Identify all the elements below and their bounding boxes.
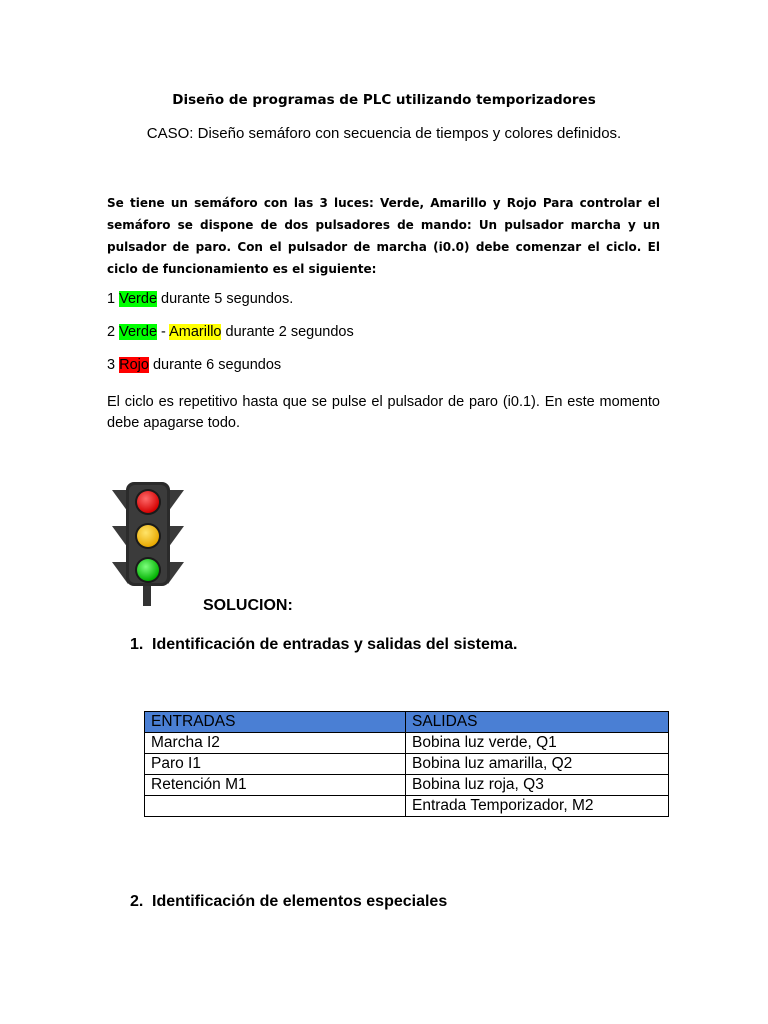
step-number: 1 — [107, 291, 116, 307]
table-row — [145, 733, 669, 754]
table-cell: Entrada Temporizador, M2 — [406, 796, 669, 817]
table-row — [145, 754, 669, 775]
solucion-heading: SOLUCION: — [203, 597, 293, 614]
table-row — [145, 775, 669, 796]
red-highlight: Rojo — [119, 357, 149, 373]
table-cell: Marcha I2 — [145, 733, 406, 754]
table-row — [145, 796, 669, 817]
step-text: durante 5 segundos. — [157, 291, 294, 307]
table-cell: Paro I1 — [145, 754, 406, 775]
section-number: 2. — [130, 893, 144, 910]
cycle-paragraph: El ciclo es repetitivo hasta que se pulse el pulsador de paro (i0.1). En este momento debe apagarse todo. — [107, 394, 660, 431]
section-title: Identificación de elementos especiales — [152, 893, 448, 910]
section-title: Identificación de entradas y salidas del sistema. — [152, 636, 518, 653]
document-title: Diseño de programas de PLC utilizando temporizadores — [172, 92, 596, 108]
header-entradas: ENTRADAS — [145, 712, 406, 733]
table-cell: Bobina luz amarilla, Q2 — [406, 754, 669, 775]
table-cell — [145, 796, 406, 817]
green-highlight: Verde — [119, 324, 158, 340]
step-3 — [107, 357, 281, 373]
step-1 — [107, 291, 293, 307]
step-number: 3 — [107, 357, 116, 373]
io-table — [144, 711, 669, 817]
step-text: durante 6 segundos — [148, 357, 282, 373]
green-highlight: Verde — [119, 291, 158, 307]
table-header-row — [145, 712, 669, 733]
step-text: durante 2 segundos — [221, 324, 354, 340]
step-number: 2 — [107, 324, 116, 340]
step-2 — [107, 324, 354, 340]
table-cell: Bobina luz verde, Q1 — [406, 733, 669, 754]
section-2-heading — [130, 893, 447, 911]
table-cell: Retención M1 — [145, 775, 406, 796]
traffic-light-icon — [110, 480, 186, 608]
section-number: 1. — [130, 636, 144, 653]
section-1-heading — [130, 636, 517, 654]
step-separator: - — [157, 324, 170, 340]
table-cell: Bobina luz roja, Q3 — [406, 775, 669, 796]
yellow-highlight: Amarillo — [169, 324, 222, 340]
header-salidas: SALIDAS — [406, 712, 669, 733]
case-subtitle: CASO: Diseño semáforo con secuencia de tiempos y colores definidos. — [146, 125, 622, 142]
intro-paragraph: Se tiene un semáforo con las 3 luces: Verde, Amarillo y Rojo Para controlar el semáforo se dispone de dos pulsadores de mando: Un pulsador marcha y un pulsador de paro. Con el pulsador de marcha (i0.0) debe comenzar el ciclo. El ciclo de funcionamiento es el siguiente: — [107, 196, 660, 276]
